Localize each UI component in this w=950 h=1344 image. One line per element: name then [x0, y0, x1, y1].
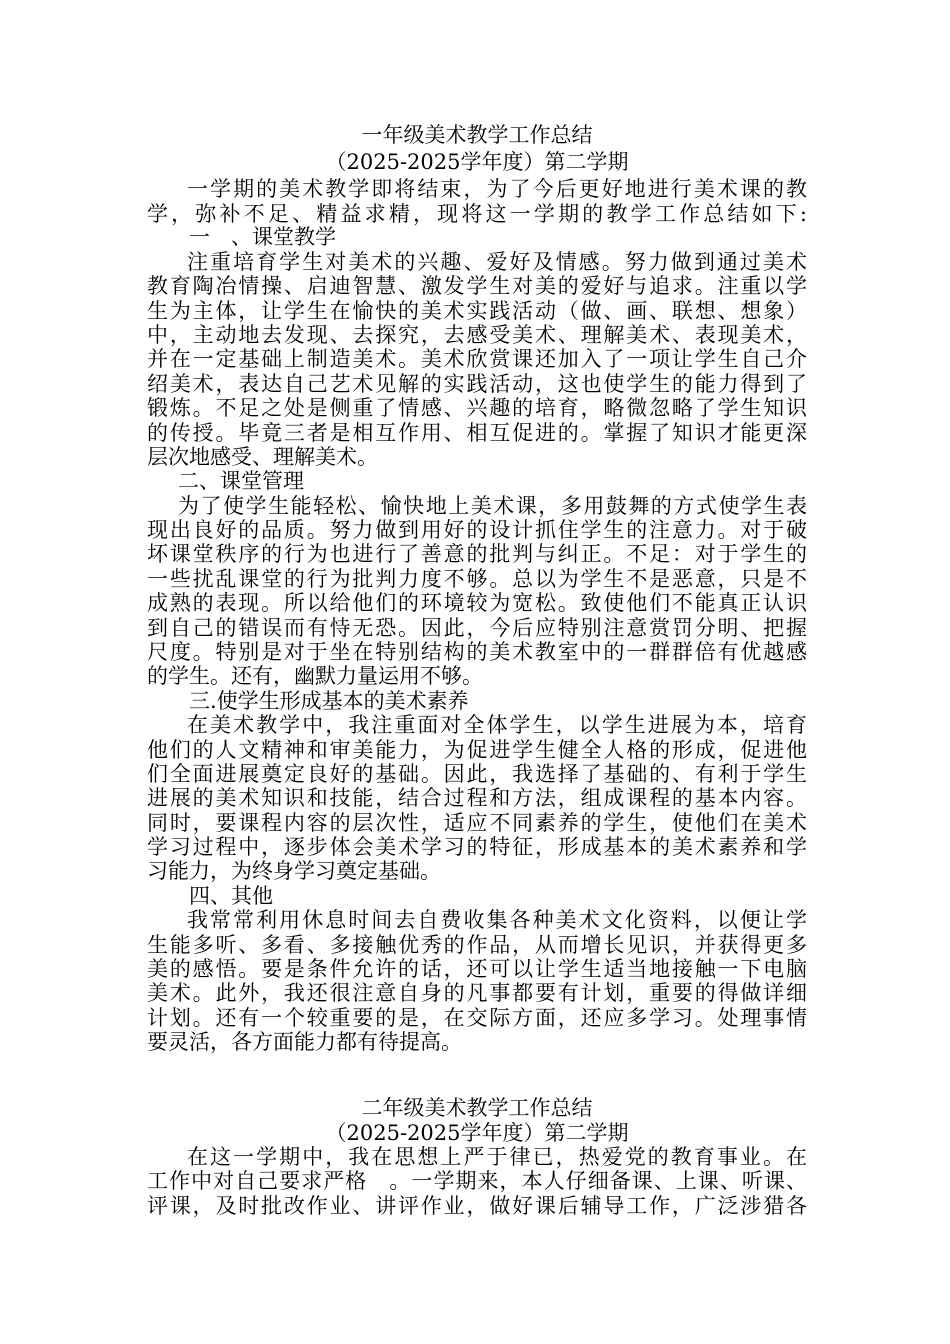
paragraph-line: 注重培育学生对美术的兴趣、爱好及情感。努力做到通过美术	[187, 250, 807, 274]
paragraph-line: 的传授。毕竟三者是相互作用、相互促进的。掌握了知识才能更深	[147, 421, 807, 445]
paragraph-line: 绍美术，表达自己艺术见解的实践活动，这也使学生的能力得到了	[147, 372, 807, 396]
section1-title: 一年级美术教学工作总结	[361, 123, 593, 147]
paragraph-line: 习能力，为终身学习奠定基础。	[147, 859, 441, 883]
paragraph-line: 我常常利用休息时间去自费收集各种美术文化资料，以便让学	[187, 908, 807, 932]
paragraph-line: 到自己的错误而有恃无恐。因此，今后应特别注意赏罚分明、把握	[147, 616, 807, 640]
paragraph-line: 学习过程中，逐步体会美术学习的特征，形成基本的美术素养和学	[147, 835, 807, 859]
paragraph-line: 教育陶冶情操、启迪智慧、激发学生对美的爱好与追求。注重以学	[147, 274, 807, 298]
paragraph-line: 现出良好的品质。努力做到用好的设计抓住学生的注意力。对于破	[147, 518, 807, 542]
section1-heading-4: 四、其他	[189, 884, 273, 908]
paragraph-line: 尺度。特别是对于坐在特别结构的美术教室中的一群群倍有优越感	[147, 640, 807, 664]
paragraph-line: 生为主体，让学生在愉快的美术实践活动（做、画、联想、想象）	[147, 299, 807, 323]
paragraph-line: 的学生。还有，幽默力量运用不够。	[147, 664, 483, 688]
paragraph-line: 一些扰乱课堂的行为批判力度不够。总以为学生不是恶意，只是不	[147, 567, 807, 591]
section1-heading-1: 一 、课堂教学	[189, 225, 336, 249]
paragraph-line: 工作中对自己要求严格 。一学期来，本人仔细备课、上课、听课、	[147, 1169, 807, 1193]
section2-title: 二年级美术教学工作总结	[361, 1096, 593, 1120]
paragraph-line: 进展的美术知识和技能，结合过程和方法，组成课程的基本内容。	[147, 786, 807, 810]
section1-term: （2025-2025学年度）第二学期	[325, 150, 629, 174]
section1-heading-3: 三.使学生形成基本的美术素养	[189, 689, 469, 713]
section2-term: （2025-2025学年度）第二学期	[325, 1121, 629, 1145]
paragraph-line: 在美术教学中，我注重面对全体学生，以学生进展为本，培育	[187, 713, 807, 737]
paragraph-line: 同时，要课程内容的层次性，适应不同素养的学生，使他们在美术	[147, 811, 807, 835]
paragraph-line: 评课，及时批改作业、讲评作业，做好课后辅导工作，广泛涉猎各	[147, 1194, 807, 1218]
paragraph-line: 要灵活，各方面能力都有待提高。	[147, 1030, 462, 1054]
paragraph-line: 在这一学期中，我在思想上严于律已，热爱党的教育事业。在	[187, 1145, 807, 1169]
paragraph-line: 学，弥补不足、精益求精，现将这一学期的教学工作总结如下:	[147, 202, 807, 226]
paragraph-line: 锻炼。不足之处是侧重了情感、兴趣的培育，略微忽略了学生知识	[147, 396, 807, 420]
paragraph-line: 成熟的表现。所以给他们的环境较为宽松。致使他们不能真正认识	[147, 591, 807, 615]
paragraph-line: 他们的人文精神和审美能力，为促进学生健全人格的形成，促进他	[147, 738, 807, 762]
paragraph-line: 生能多听、多看、多接触优秀的作品，从而增长见识，并获得更多	[147, 933, 807, 957]
paragraph-line: 一学期的美术教学即将结束，为了今后更好地进行美术课的教	[187, 177, 807, 201]
paragraph-line: 为了使学生能轻松、愉快地上美术课，多用鼓舞的方式使学生表	[178, 494, 807, 518]
paragraph-line: 中，主动地去发现、去探究，去感受美术、理解美术、表现美术，	[147, 323, 807, 347]
paragraph-line: 美的感悟。要是条件允许的话，还可以让学生适当地接触一下电脑	[147, 957, 807, 981]
paragraph-line: 们全面进展奠定良好的基础。因此，我选择了基础的、有利于学生	[147, 762, 807, 786]
paragraph-line: 美术。此外，我还很注意自身的凡事都要有计划，重要的得做详细	[147, 981, 807, 1005]
section1-heading-2: 二、课堂管理	[178, 469, 304, 493]
paragraph-line: 并在一定基础上制造美术。美术欣赏课还加入了一项让学生自己介	[147, 347, 807, 371]
paragraph-line: 坏课堂秩序的行为也进行了善意的批判与纠正。不足：对于学生的	[147, 542, 807, 566]
paragraph-line: 层次地感受、理解美术。	[147, 445, 378, 469]
paragraph-line: 计划。还有一个较重要的是，在交际方面，还应多学习。处理事情	[147, 1006, 807, 1030]
